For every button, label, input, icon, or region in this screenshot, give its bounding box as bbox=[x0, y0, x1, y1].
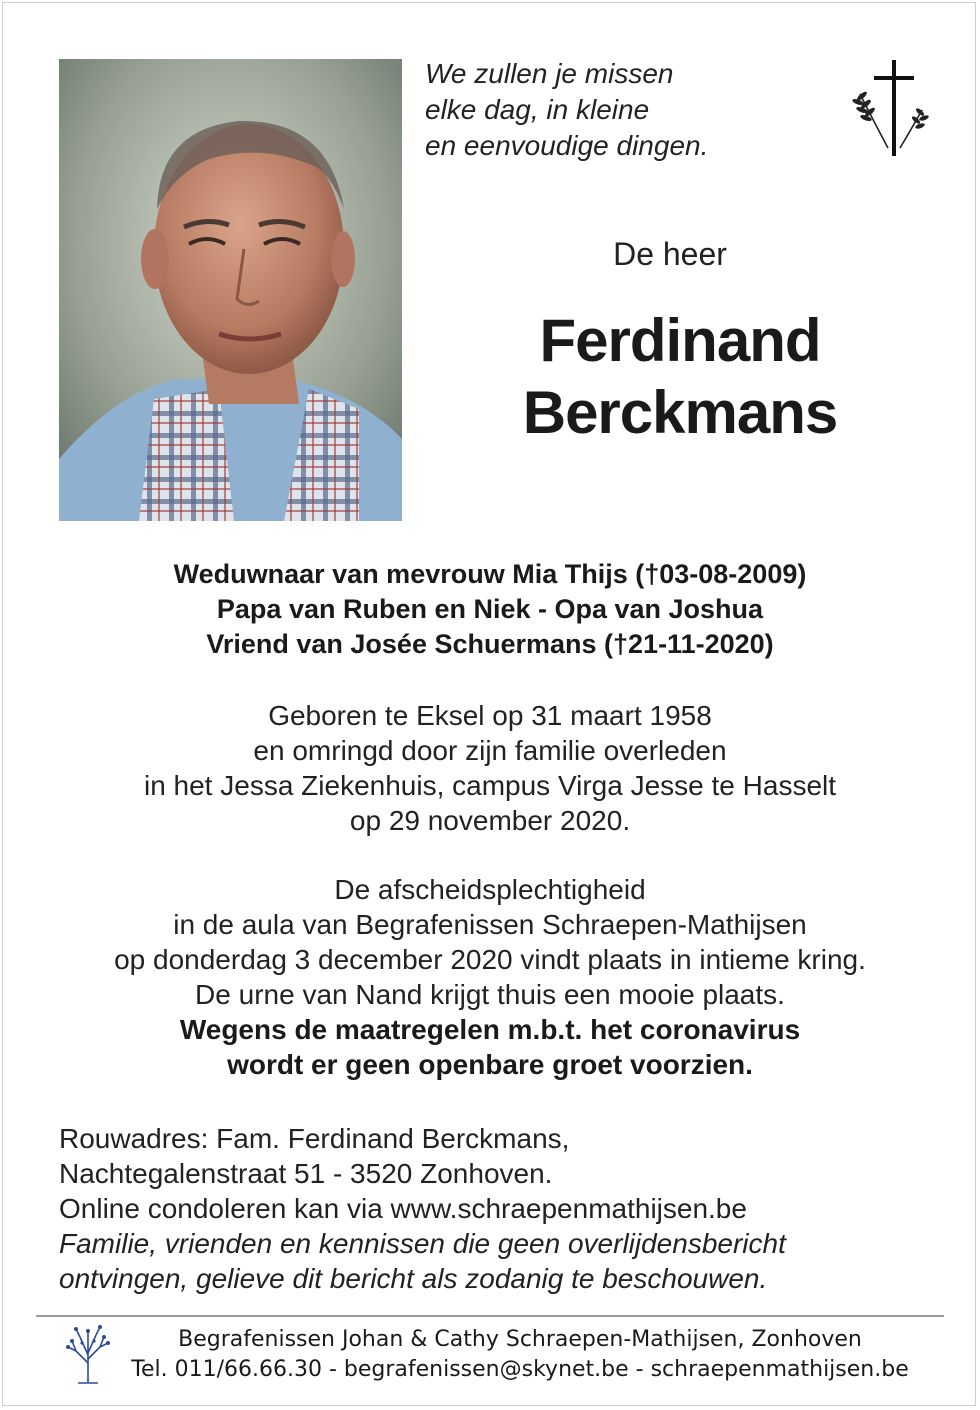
quote-line: elke dag, in kleine bbox=[425, 94, 650, 125]
address-line: Nachtegalenstraat 51 - 3520 Zonhoven. bbox=[59, 1158, 553, 1189]
notice-italic-line: Familie, vrienden en kennissen die geen overlijdensbericht bbox=[59, 1228, 786, 1259]
memorial-quote bbox=[425, 56, 785, 164]
birth-death-line: in het Jessa Ziekenhuis, campus Virga Jesse te Hasselt bbox=[143, 770, 837, 801]
quote-line: We zullen je missen bbox=[425, 58, 674, 89]
first-name: Ferdinand bbox=[539, 307, 821, 374]
relation-line: Vriend van Josée Schuermans (†21-11-2020) bbox=[206, 629, 774, 659]
corona-notice-line: wordt er geen openbare groet voorzien. bbox=[227, 1049, 753, 1080]
portrait-photo bbox=[59, 59, 402, 521]
ceremony-line: De afscheidsplechtigheid bbox=[334, 874, 646, 905]
corona-notice-line: Wegens de maatregelen m.b.t. het coronavirus bbox=[179, 1014, 801, 1045]
funeral-home-contact[interactable]: Tel. 011/66.66.30 - begrafenissen@skynet.be - schraepenmathijsen.be bbox=[131, 1357, 909, 1382]
honorific-title: De heer bbox=[613, 236, 727, 272]
notice-italic-line: ontvingen, gelieve dit bericht als zodanig te beschouwen. bbox=[59, 1263, 768, 1294]
relations-block bbox=[40, 557, 940, 662]
relation-line: Papa van Ruben en Niek - Opa van Joshua bbox=[216, 594, 764, 624]
ceremony-line: De urne van Nand krijgt thuis een mooie plaats. bbox=[195, 979, 785, 1010]
ceremony-block bbox=[40, 872, 940, 1082]
funeral-home-name: Begrafenissen Johan & Cathy Schraepen-Mathijsen, Zonhoven bbox=[178, 1327, 862, 1352]
birth-death-block bbox=[40, 698, 940, 838]
ceremony-line: in de aula van Begrafenissen Schraepen-Mathijsen bbox=[173, 909, 807, 940]
birth-death-line: op 29 november 2020. bbox=[349, 805, 631, 836]
condolence-link[interactable]: Online condoleren kan via www.schraepenmathijsen.be bbox=[59, 1193, 747, 1224]
tree-logo-icon bbox=[62, 1323, 114, 1385]
birth-death-line: Geboren te Eksel op 31 maart 1958 bbox=[268, 700, 712, 731]
cross-with-wheat-icon bbox=[852, 58, 932, 160]
quote-line: en eenvoudige dingen. bbox=[425, 130, 709, 161]
funeral-home-footer bbox=[120, 1325, 920, 1385]
address-block bbox=[59, 1121, 939, 1296]
birth-death-line: en omringd door zijn familie overleden bbox=[253, 735, 727, 766]
last-name: Berckmans bbox=[522, 379, 838, 446]
deceased-name bbox=[470, 305, 890, 449]
footer-divider bbox=[36, 1315, 944, 1317]
address-line: Rouwadres: Fam. Ferdinand Berckmans, bbox=[59, 1123, 570, 1154]
ceremony-line: op donderdag 3 december 2020 vindt plaats in intieme kring. bbox=[114, 944, 866, 975]
relation-line: Weduwnaar van mevrouw Mia Thijs (†03-08-2009) bbox=[173, 559, 807, 589]
